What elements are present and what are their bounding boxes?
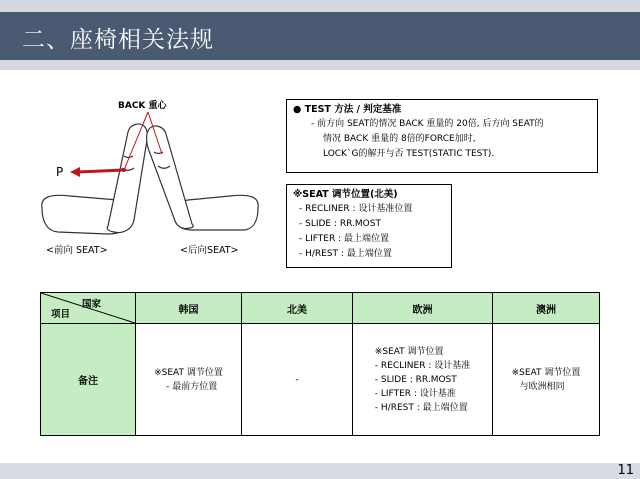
rear-seat-drawing <box>147 126 259 230</box>
force-arrow-line <box>78 170 124 172</box>
cell-line: - LIFTER : 设计基准 <box>374 388 456 399</box>
cell-north-america: - <box>242 324 353 436</box>
row-label-remarks: 备注 <box>41 324 136 436</box>
top-decor-strip <box>0 0 640 12</box>
test-method-line: - 前方向 SEAT的情况 BACK 重量的 20倍, 后方向 SEAT的 <box>311 119 544 129</box>
regulation-table <box>40 292 600 436</box>
column-header-north-america: 北美 <box>242 293 353 324</box>
cell-korea <box>136 324 242 436</box>
force-arrow-head <box>70 167 80 177</box>
cell-line: - RECLINER : 设计基准 <box>374 360 471 371</box>
corner-country-label: 国家 <box>81 299 101 310</box>
cell-line: - H/REST : 最上端位置 <box>374 402 468 413</box>
test-method-heading: ● TEST 方法 / 判定基准 <box>293 104 402 115</box>
seat-position-line: - RECLINER : 设计基准位置 <box>299 204 413 214</box>
seat-position-line: - SLIDE : RR.MOST <box>299 219 381 229</box>
cell-line: 与欧洲相同 <box>519 381 565 392</box>
cell-line: ※SEAT 调节位置 <box>154 367 223 378</box>
column-header-korea: 韩国 <box>136 293 242 324</box>
footer-bar <box>0 463 640 479</box>
cell-line: - SLIDE : RR.MOST <box>374 374 457 385</box>
force-label: P <box>56 165 64 179</box>
table-header-row <box>41 293 600 324</box>
cell-europe <box>353 324 493 436</box>
front-seat-label: <前向 SEAT> <box>46 245 108 256</box>
cell-line: ※SEAT 调节位置 <box>374 346 444 357</box>
page-number: 11 <box>617 463 634 478</box>
test-method-line: 情况 BACK 重量的 8倍的FORCE加时, <box>323 134 476 144</box>
page-title: 二、座椅相关法规 <box>22 27 214 53</box>
test-method-box <box>286 99 598 173</box>
cell-line: - 最前方位置 <box>166 381 218 392</box>
rear-seat-label: <后向SEAT> <box>180 245 239 256</box>
front-seat-drawing <box>42 124 148 234</box>
table-corner-cell <box>41 293 136 324</box>
back-center-label: BACK 重心 <box>118 101 167 111</box>
title-bar <box>0 12 640 60</box>
seat-position-heading: ※SEAT 调节位置(北美) <box>293 189 398 200</box>
cell-australia <box>493 324 600 436</box>
seat-position-line: - LIFTER : 最上端位置 <box>299 234 389 244</box>
title-under-strip <box>0 60 640 70</box>
cell-line: ※SEAT 调节位置 <box>511 367 581 378</box>
seat-force-diagram <box>30 96 270 266</box>
corner-item-label: 项目 <box>51 309 71 320</box>
table-row <box>41 324 600 436</box>
seat-position-box <box>286 184 452 268</box>
test-method-line: LOCK`G的解开与否 TEST(STATIC TEST). <box>323 149 495 159</box>
column-header-australia: 澳洲 <box>493 293 600 324</box>
column-header-europe: 欧洲 <box>353 293 493 324</box>
seat-position-line: - H/REST : 最上端位置 <box>299 249 392 259</box>
